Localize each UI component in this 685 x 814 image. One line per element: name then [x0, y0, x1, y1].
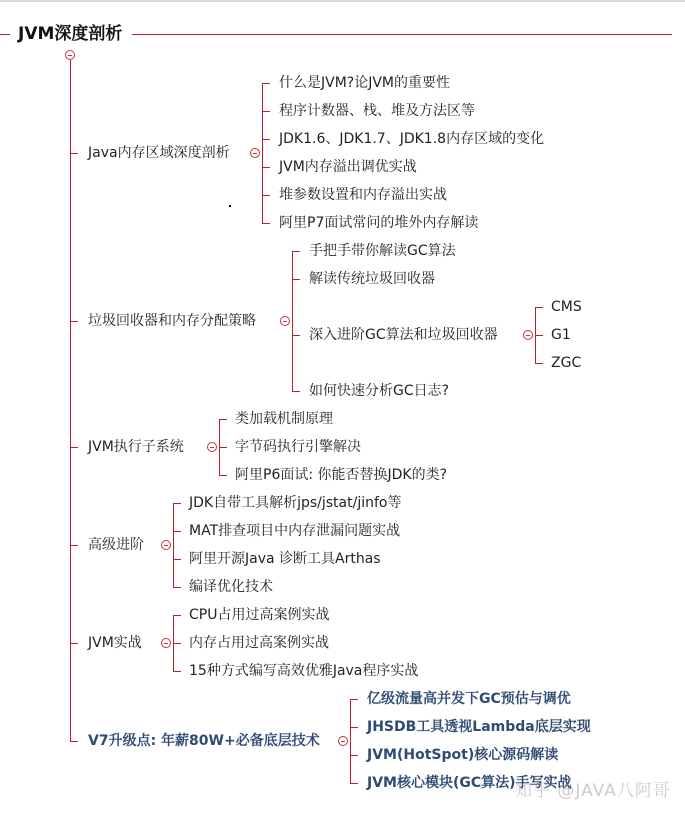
collapse-icon[interactable]: [161, 540, 171, 550]
leaf-node[interactable]: 阿里P6面试: 你能否替换JDK的类?: [235, 467, 448, 483]
leaf-node[interactable]: 程序计数器、栈、堆及方法区等: [279, 103, 475, 119]
branch-tick: [70, 643, 78, 644]
leaf-node[interactable]: 手把手带你解读GC算法: [309, 243, 456, 259]
leaf-node[interactable]: 阿里开源Java 诊断工具Arthas: [189, 551, 381, 567]
leaf-tick: [262, 195, 270, 196]
leaf-node[interactable]: JVM核心模块(GC算法)手写实战: [367, 775, 572, 791]
leaf-tick: [173, 643, 181, 644]
root-right-line: [132, 34, 672, 35]
stray-dot: [229, 205, 231, 207]
leaf-tick: [350, 755, 358, 756]
leaf-tick: [292, 391, 300, 392]
leaf-tick: [262, 167, 270, 168]
branch-connector: [262, 83, 263, 223]
branch-tick: [70, 545, 78, 546]
branch-connector: [350, 699, 351, 783]
leaf-node[interactable]: 内存占用过高案例实战: [189, 635, 329, 651]
leaf-node[interactable]: 解读传统垃圾回收器: [309, 271, 435, 287]
branch-tick: [70, 153, 78, 154]
root-collapse-icon[interactable]: [65, 50, 75, 60]
collapse-icon[interactable]: [523, 330, 533, 340]
leaf-node[interactable]: CPU占用过高案例实战: [189, 607, 330, 623]
leaf-tick: [262, 83, 270, 84]
leaf-tick: [350, 727, 358, 728]
leaf-tick: [219, 419, 227, 420]
leaf-tick: [262, 139, 270, 140]
leaf-tick: [219, 447, 227, 448]
branch-connector: [292, 251, 293, 391]
leaf-node[interactable]: MAT排查项目中内存泄漏问题实战: [189, 523, 401, 539]
branch-v7-upgrade[interactable]: V7升级点: 年薪80W+必备底层技术: [88, 733, 320, 749]
leaf-tick: [292, 251, 300, 252]
collapse-icon[interactable]: [280, 316, 290, 326]
leaf-node[interactable]: 阿里P7面试常问的堆外内存解读: [279, 215, 479, 231]
leaf-tick: [173, 615, 181, 616]
leaf-node[interactable]: 15种方式编写高效优雅Java程序实战: [189, 663, 419, 679]
branch-execution-subsystem[interactable]: JVM执行子系统: [88, 439, 184, 455]
leaf-node[interactable]: 什么是JVM?论JVM的重要性: [279, 75, 451, 91]
leaf-node[interactable]: JDK自带工具解析jps/jstat/jinfo等: [189, 495, 402, 511]
leaf-tick: [262, 111, 270, 112]
leaf-node[interactable]: JDK1.6、JDK1.7、JDK1.8内存区域的变化: [279, 131, 545, 147]
leaf-tick: [292, 279, 300, 280]
leaf-node[interactable]: JVM(HotSpot)核心源码解读: [367, 747, 559, 763]
collapse-icon[interactable]: [250, 148, 260, 158]
leaf-tick: [173, 587, 181, 588]
branch-tick: [70, 447, 78, 448]
root-left-line: [0, 34, 10, 35]
leaf-node-zgc[interactable]: ZGC: [551, 355, 582, 371]
leaf-tick: [350, 699, 358, 700]
leaf-node[interactable]: 类加载机制原理: [235, 411, 333, 427]
leaf-tick: [292, 335, 300, 336]
branch-tick: [70, 321, 78, 322]
leaf-tick: [173, 503, 181, 504]
leaf-tick: [173, 531, 181, 532]
leaf-tick: [173, 559, 181, 560]
root-node[interactable]: JVM深度剖析: [14, 23, 126, 45]
branch-java-memory[interactable]: Java内存区域深度剖析: [88, 145, 230, 161]
branch-connector: [173, 503, 174, 587]
leaf-node[interactable]: 亿级流量高并发下GC预估与调优: [367, 691, 571, 707]
leaf-node[interactable]: JVM内存溢出调优实战: [279, 159, 417, 175]
subbranch-advanced-gc[interactable]: 深入进阶GC算法和垃圾回收器: [309, 327, 498, 343]
trunk-line: [70, 60, 71, 741]
top-border: [0, 0, 685, 2]
collapse-icon[interactable]: [338, 736, 348, 746]
leaf-node[interactable]: 字节码执行引擎解决: [235, 439, 361, 455]
leaf-node[interactable]: 编译优化技术: [189, 579, 273, 595]
leaf-tick: [535, 307, 543, 308]
branch-gc[interactable]: 垃圾回收器和内存分配策略: [88, 313, 256, 329]
collapse-icon[interactable]: [207, 442, 217, 452]
branch-tick: [70, 741, 78, 742]
branch-jvm-practice[interactable]: JVM实战: [88, 635, 142, 651]
leaf-node-cms[interactable]: CMS: [551, 299, 582, 315]
leaf-node[interactable]: 如何快速分析GC日志?: [309, 383, 450, 399]
leaf-node[interactable]: JHSDB工具透视Lambda底层实现: [367, 719, 591, 735]
leaf-tick: [219, 475, 227, 476]
leaf-tick: [350, 783, 358, 784]
leaf-tick: [535, 363, 543, 364]
collapse-icon[interactable]: [161, 638, 171, 648]
watermark: 知乎 @JAVA八阿哥: [515, 781, 671, 801]
leaf-tick: [535, 335, 543, 336]
leaf-node[interactable]: 堆参数设置和内存溢出实战: [279, 187, 447, 203]
leaf-node-g1[interactable]: G1: [551, 327, 571, 343]
branch-advanced[interactable]: 高级进阶: [88, 537, 144, 553]
leaf-tick: [173, 671, 181, 672]
leaf-tick: [262, 223, 270, 224]
